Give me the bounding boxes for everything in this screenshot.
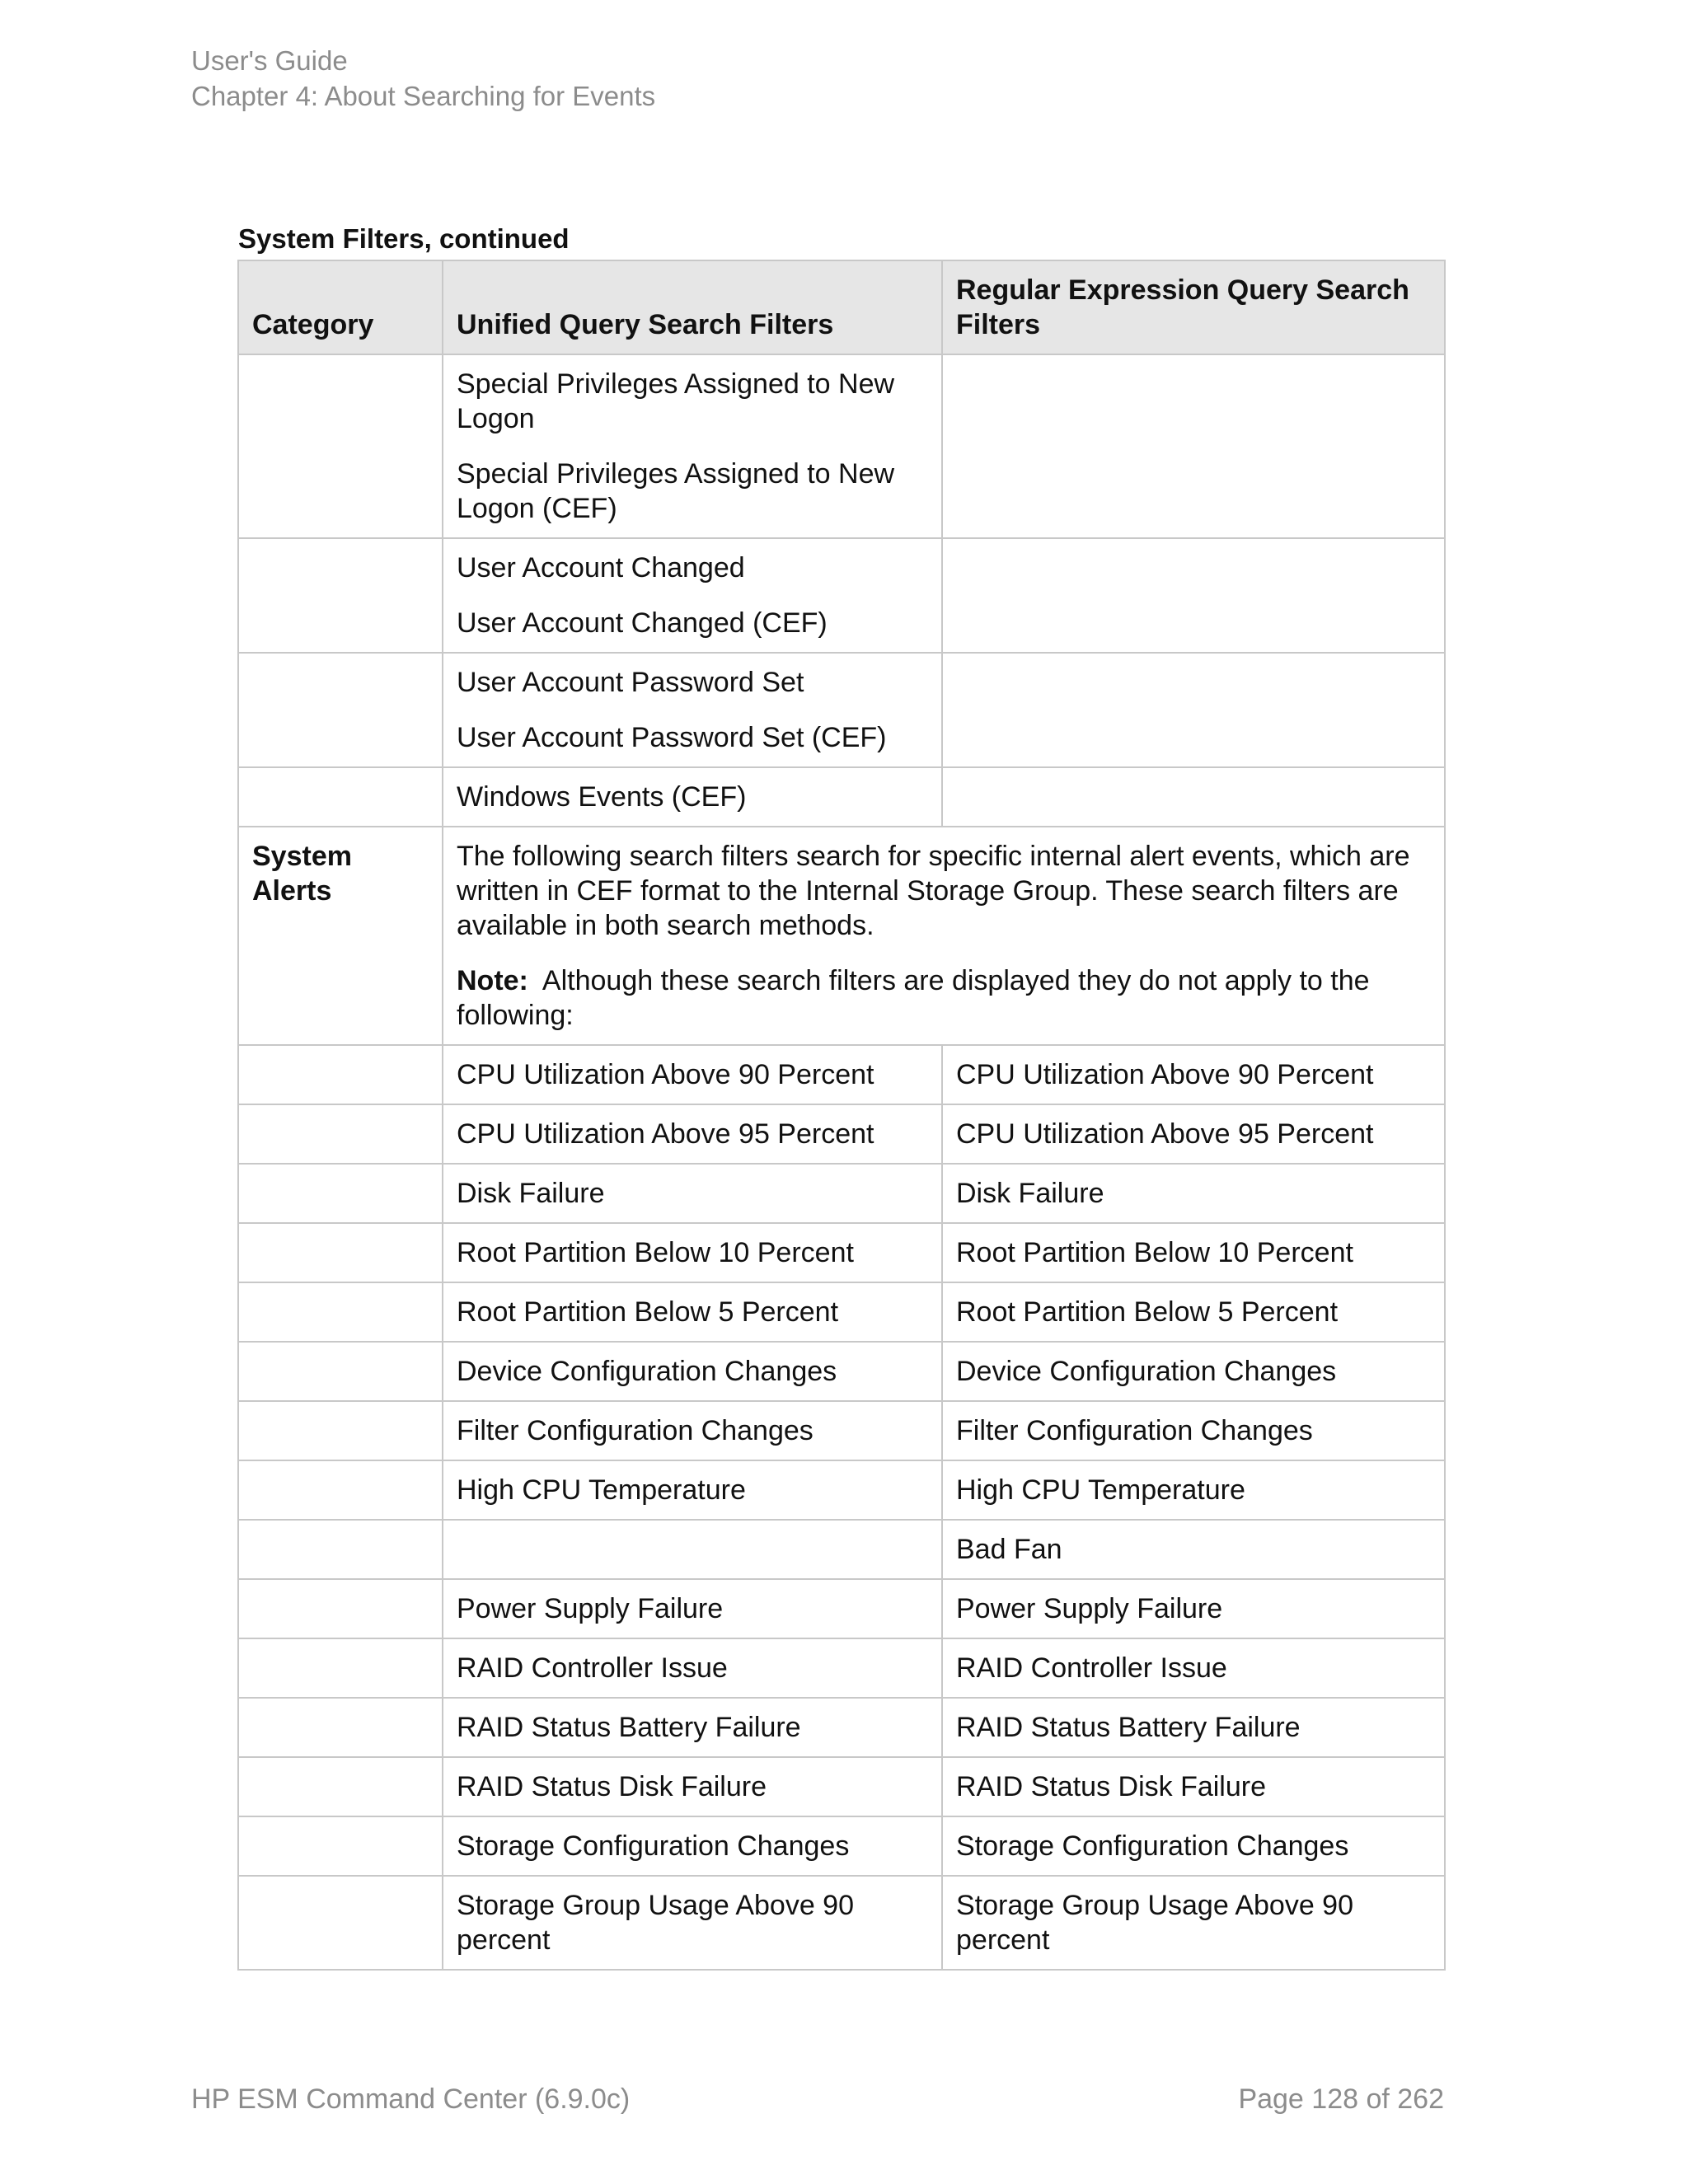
unified-filter-cell: RAID Controller Issue [443, 1638, 942, 1698]
system-alerts-description-cell [443, 827, 1445, 1045]
unified-filter-cell [443, 653, 942, 767]
regex-filter-cell: Storage Group Usage Above 90 percent [942, 1876, 1445, 1970]
note-label: Note: [457, 965, 528, 996]
table-row [238, 1045, 1445, 1104]
table-row [238, 1698, 1445, 1757]
unified-filter-cell: Root Partition Below 5 Percent [443, 1282, 942, 1342]
table-header-row [238, 260, 1445, 354]
regex-filter-cell: RAID Status Battery Failure [942, 1698, 1445, 1757]
unified-filter-cell: CPU Utilization Above 95 Percent [443, 1104, 942, 1164]
table-row [238, 653, 1445, 767]
filter-name: User Account Changed (CEF) [457, 607, 828, 639]
category-cell [238, 767, 443, 827]
table-row [238, 1579, 1445, 1638]
table-row-system-alerts [238, 827, 1445, 1045]
category-cell [238, 1757, 443, 1816]
unified-filter-cell [443, 538, 942, 653]
regex-filter-cell: High CPU Temperature [942, 1460, 1445, 1520]
regex-filter-cell: CPU Utilization Above 90 Percent [942, 1045, 1445, 1104]
category-cell [238, 1104, 443, 1164]
running-header [191, 43, 655, 114]
category-cell [238, 1045, 443, 1104]
regex-filter-cell: Device Configuration Changes [942, 1342, 1445, 1401]
unified-filter-cell [443, 767, 942, 827]
filter-name: User Account Password Set [457, 667, 804, 698]
filter-name: User Account Password Set (CEF) [457, 722, 887, 753]
column-header-category: Category [238, 260, 443, 354]
table-row [238, 1104, 1445, 1164]
unified-filter-cell: Device Configuration Changes [443, 1342, 942, 1401]
header-guide-title: User's Guide [191, 45, 348, 76]
category-cell [238, 1223, 443, 1282]
regex-filter-cell: Root Partition Below 5 Percent [942, 1282, 1445, 1342]
unified-filter-cell: Storage Group Usage Above 90 percent [443, 1876, 942, 1970]
table-row [238, 538, 1445, 653]
category-cell [238, 1460, 443, 1520]
regex-filter-cell: Root Partition Below 10 Percent [942, 1223, 1445, 1282]
category-cell [238, 1520, 443, 1579]
table-row [238, 1638, 1445, 1698]
table-row [238, 1876, 1445, 1970]
table-caption: System Filters, continued [238, 223, 570, 254]
filter-name: Special Privileges Assigned to New Logon [457, 368, 895, 434]
filter-name: User Account Changed [457, 552, 745, 583]
note-text: Although these search filters are displayed they do not apply to the following: [457, 965, 1370, 1031]
regex-filter-cell: Storage Configuration Changes [942, 1816, 1445, 1876]
table-row [238, 1164, 1445, 1223]
regex-filter-cell [942, 538, 1445, 653]
unified-filter-cell: CPU Utilization Above 90 Percent [443, 1045, 942, 1104]
unified-filter-cell: High CPU Temperature [443, 1460, 942, 1520]
regex-filter-cell: Disk Failure [942, 1164, 1445, 1223]
footer-page-number: Page 128 of 262 [1238, 2083, 1444, 2115]
unified-filter-cell: RAID Status Disk Failure [443, 1757, 942, 1816]
table-row [238, 1401, 1445, 1460]
table-row [238, 1520, 1445, 1579]
category-cell [238, 1401, 443, 1460]
unified-filter-cell [443, 354, 942, 538]
category-cell [238, 1164, 443, 1223]
regex-filter-cell: RAID Controller Issue [942, 1638, 1445, 1698]
footer-product: HP ESM Command Center (6.9.0c) [191, 2083, 631, 2115]
filter-name: Special Privileges Assigned to New Logon (CEF) [457, 458, 895, 524]
category-cell [238, 538, 443, 653]
category-cell [238, 1579, 443, 1638]
system-alerts-note [457, 963, 1431, 1033]
unified-filter-cell: Power Supply Failure [443, 1579, 942, 1638]
category-cell [238, 1816, 443, 1876]
unified-filter-cell: Disk Failure [443, 1164, 942, 1223]
column-header-regex: Regular Expression Query Search Filters [942, 260, 1445, 354]
unified-filter-cell: Root Partition Below 10 Percent [443, 1223, 942, 1282]
unified-filter-cell: RAID Status Battery Failure [443, 1698, 942, 1757]
table-row [238, 1757, 1445, 1816]
table-row [238, 1282, 1445, 1342]
regex-filter-cell [942, 653, 1445, 767]
table-row [238, 1342, 1445, 1401]
category-cell: System Alerts [238, 827, 443, 1045]
category-cell [238, 1638, 443, 1698]
regex-filter-cell: CPU Utilization Above 95 Percent [942, 1104, 1445, 1164]
system-filters-table [237, 260, 1446, 1971]
category-cell [238, 1342, 443, 1401]
table-row [238, 1816, 1445, 1876]
system-alerts-description: The following search filters search for specific internal alert events, which are written in CEF format to the Internal Storage Group. These search filters are available in both search methods. [457, 841, 1410, 941]
category-cell [238, 1698, 443, 1757]
table-row [238, 354, 1445, 538]
regex-filter-cell [942, 767, 1445, 827]
category-cell [238, 1282, 443, 1342]
table-row [238, 767, 1445, 827]
table-row [238, 1460, 1445, 1520]
table-row [238, 1223, 1445, 1282]
category-cell [238, 653, 443, 767]
regex-filter-cell: RAID Status Disk Failure [942, 1757, 1445, 1816]
unified-filter-cell: Storage Configuration Changes [443, 1816, 942, 1876]
regex-filter-cell: Bad Fan [942, 1520, 1445, 1579]
category-cell [238, 354, 443, 538]
regex-filter-cell [942, 354, 1445, 538]
column-header-unified: Unified Query Search Filters [443, 260, 942, 354]
header-chapter-title: Chapter 4: About Searching for Events [191, 81, 656, 111]
regex-filter-cell: Filter Configuration Changes [942, 1401, 1445, 1460]
unified-filter-cell: Filter Configuration Changes [443, 1401, 942, 1460]
unified-filter-cell [443, 1520, 942, 1579]
regex-filter-cell: Power Supply Failure [942, 1579, 1445, 1638]
category-cell [238, 1876, 443, 1970]
filter-name: Windows Events (CEF) [457, 781, 747, 813]
